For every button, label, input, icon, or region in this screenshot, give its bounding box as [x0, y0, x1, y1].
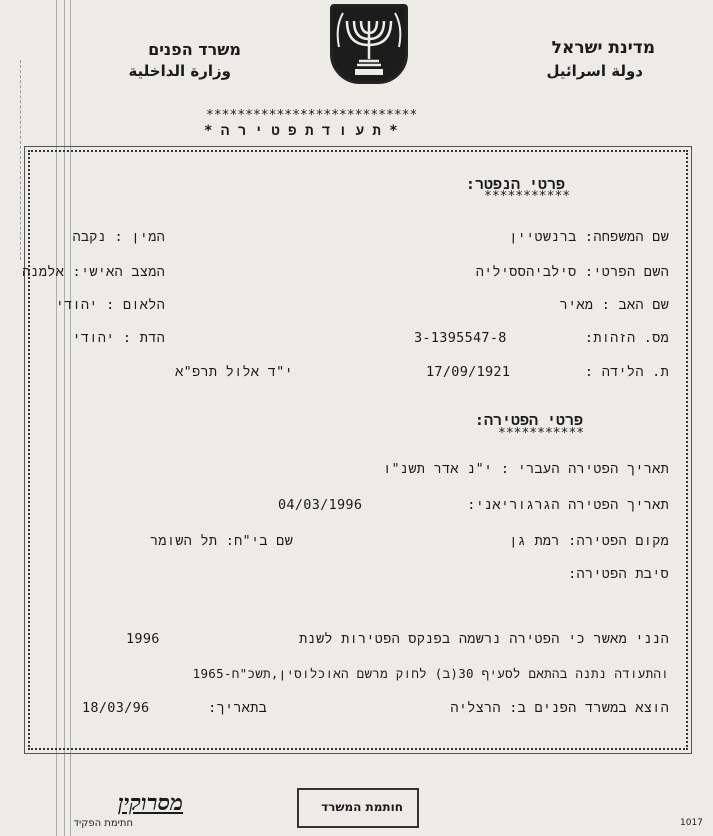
- punch-edge: [0, 60, 21, 260]
- statement-line-2: והתעודה נתנה בהתאם לסעיף 30(ב) לחוק מרשם האוכלוסין,תשכ"ח-1965: [192, 666, 669, 681]
- death-gregorian-label: תאריך הפטירה הגרגוריאני:: [467, 497, 669, 513]
- state-name-hebrew: מדינת ישראל: [551, 38, 655, 58]
- deceased-section-stars: ***********: [484, 189, 571, 204]
- clerk-signature: מסרוקין: [117, 790, 183, 816]
- office-stamp-label: חותמת המשרד: [321, 800, 403, 814]
- id-label: מס. הזהות:: [584, 330, 669, 346]
- issued-office-line: הוצא במשרד הפנים ב: הרצליה: [450, 700, 669, 716]
- religion-field: הדת : יהודי: [72, 330, 165, 346]
- death-gregorian-date: 04/03/1996: [278, 497, 363, 513]
- birth-hebrew-date: י"ד אלול תרפ"א: [175, 364, 293, 380]
- birth-date: 17/09/1921: [426, 364, 511, 380]
- deceased-section-title: פרטי הנפטר:: [465, 175, 565, 193]
- death-hebrew-date: תאריך הפטירה העברי : י"נ אדר תשנ"ו: [383, 461, 669, 477]
- surname-field: שם המשפחה: ברנשטיין: [509, 229, 669, 245]
- death-section-title: פרטי הפטירה:: [474, 411, 583, 429]
- death-place-field: מקום הפטירה: רמת גן: [509, 533, 669, 549]
- hospital-field: שם בי"ח: תל השומר: [150, 533, 293, 549]
- office-stamp-box: [297, 788, 419, 828]
- state-emblem: [330, 4, 408, 84]
- menorah-icon: [333, 7, 405, 81]
- ministry-hebrew: משרד הפנים: [148, 40, 241, 59]
- ministry-arabic: وزارة الداخلية: [128, 62, 231, 80]
- statement-line-1: הנני מאשר כי הפטירה נרשמה בפנקס הפטירות לשנת: [299, 631, 669, 647]
- issue-date-value: 18/03/96: [82, 700, 150, 716]
- father-name-field: שם האב : מאיר: [559, 297, 669, 313]
- state-name-arabic: دولة اسرائيل: [546, 62, 643, 80]
- death-cause-field: סיבת הפטירה:: [568, 566, 669, 582]
- form-number: 1017: [680, 818, 703, 828]
- marital-status-field: המצב האישי: אלמנה: [22, 264, 165, 280]
- death-section-stars: ***********: [498, 426, 585, 441]
- nationality-field: הלאום : יהודי: [55, 297, 165, 313]
- document-title: * ת ע ו ד ת פ ט י ר ה *: [204, 123, 398, 139]
- sex-field: המין : נקבה: [72, 229, 165, 245]
- id-number: 3-1395547-8: [414, 330, 507, 346]
- title-stars: ***************************: [206, 108, 418, 123]
- issue-date-label: בתאריך:: [208, 700, 267, 716]
- given-name-field: השם הפרטי: סילביהססיליה: [475, 264, 669, 280]
- birth-label: ת. הלידה :: [584, 364, 669, 380]
- clerk-signature-label: חתימת הפקיד: [73, 818, 133, 829]
- statement-year: 1996: [126, 631, 160, 647]
